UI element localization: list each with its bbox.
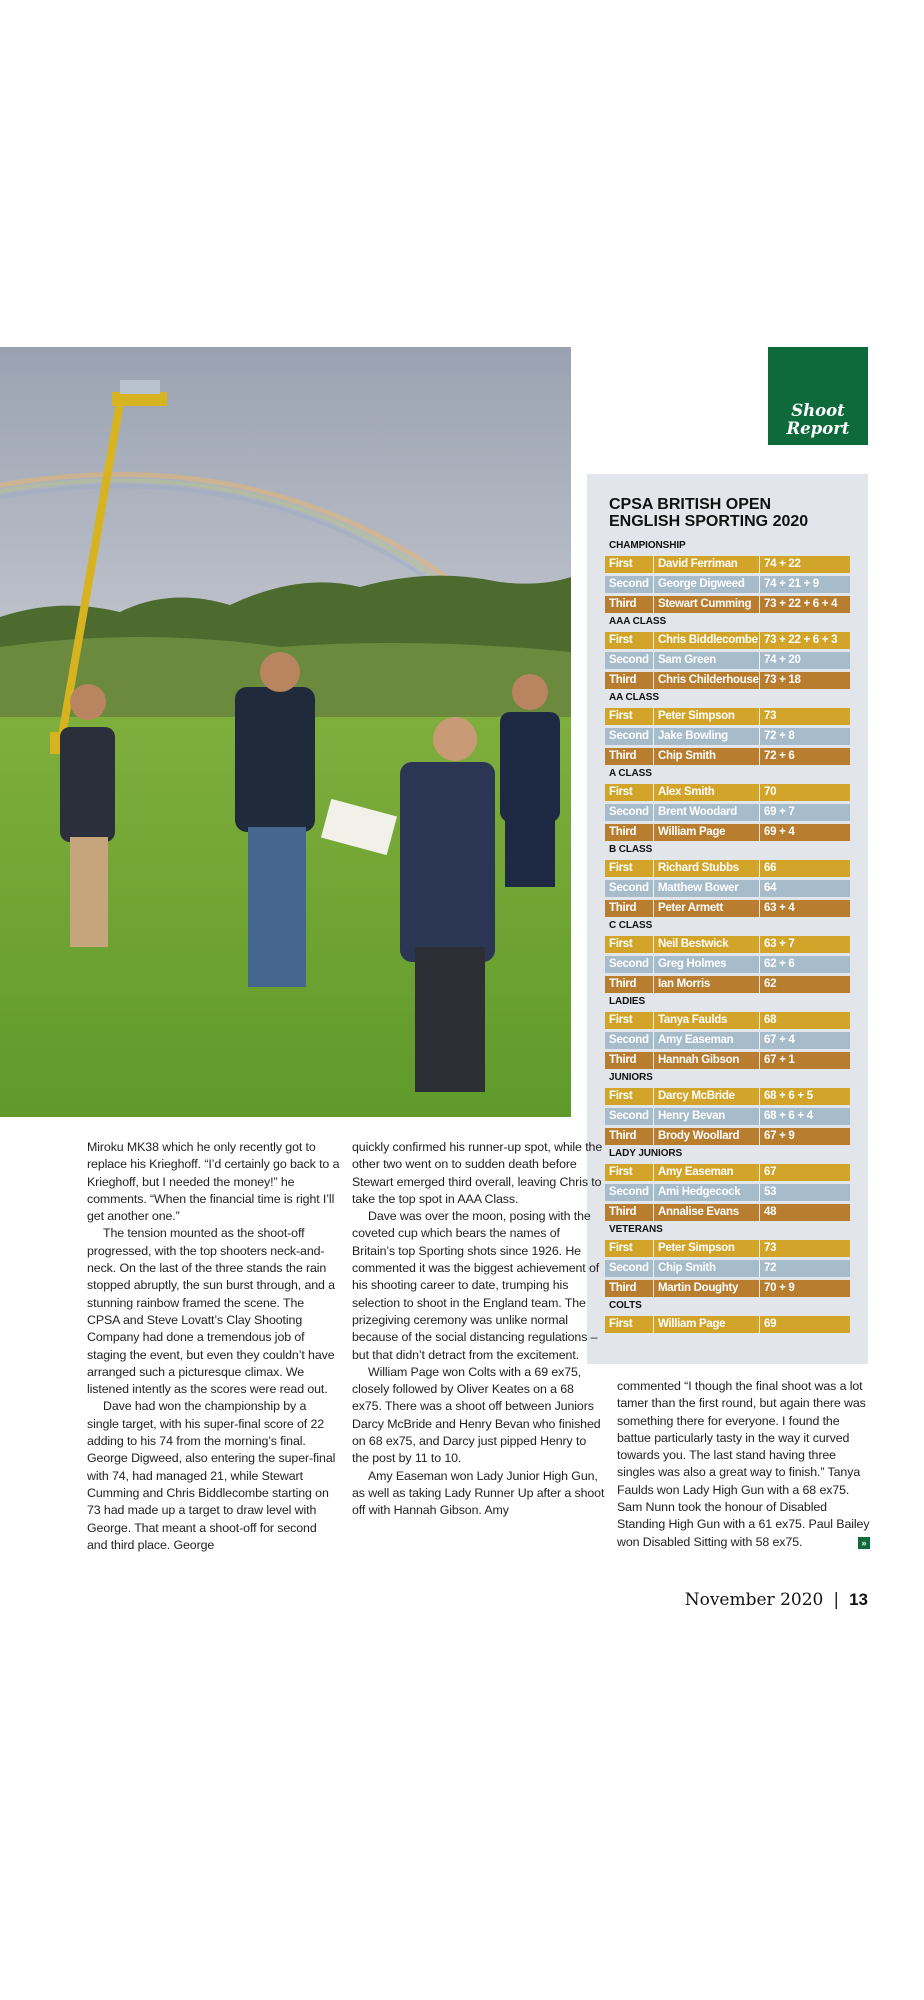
result-place: Third: [609, 674, 637, 686]
result-place: Third: [609, 826, 637, 838]
result-place: First: [609, 1318, 633, 1330]
result-row: [605, 1184, 850, 1201]
result-name: Alex Smith: [653, 784, 759, 801]
result-row: [605, 1088, 850, 1105]
result-row: [605, 956, 850, 973]
class-heading: AAA CLASS: [609, 616, 667, 627]
class-heading: COLTS: [609, 1300, 642, 1311]
result-name: Greg Holmes: [653, 956, 759, 973]
result-score: 63 + 7: [759, 936, 850, 953]
result-name: Darcy McBride: [653, 1088, 759, 1105]
result-place: Third: [609, 598, 637, 610]
result-place: Third: [609, 902, 637, 914]
result-score: 68: [759, 1012, 850, 1029]
result-name: Chris Childerhouse: [653, 672, 759, 689]
result-score: 53: [759, 1184, 850, 1201]
section-tag: [768, 347, 868, 445]
result-row: [605, 1052, 850, 1069]
result-name: George Digweed: [653, 576, 759, 593]
result-row: [605, 652, 850, 669]
result-place: Second: [609, 806, 649, 818]
result-score: 70 + 9: [759, 1280, 850, 1297]
class-heading: LADIES: [609, 996, 646, 1007]
result-name: Ian Morris: [653, 976, 759, 993]
paragraph: William Page won Colts with a 69 ex75, closely followed by Oliver Keates on a 68 ex75. There was a shoot off between Juniors Darcy McBride and Henry Bevan who finished on 68 ex75, and Darcy just pipped Henry to the post by 11 to 10.: [352, 1364, 601, 1466]
result-name: Henry Bevan: [653, 1108, 759, 1125]
result-place: Second: [609, 882, 649, 894]
class-heading: CHAMPIONSHIP: [609, 540, 686, 551]
paragraph: The tension mounted as the shoot-off progressed, with the top shooters neck-and-neck. On the last of the three stands the rain stopped abruptly, the sun burst through, and a stunning rainbow framed the scene. The CPSA and Steve Lovatt’s Clay Shooting Company had done a tremendous job of staging the event, but even they couldn’t have arranged such a picturesque climax. We listened intently as the scores were read out.: [87, 1226, 335, 1397]
result-row: [605, 804, 850, 821]
result-row: [605, 824, 850, 841]
result-name: Amy Easeman: [653, 1164, 759, 1181]
hero-photo: [0, 347, 571, 1117]
class-heading: B CLASS: [609, 844, 653, 855]
paragraph: Dave had won the championship by a single target, with his super-final score of 22 adding to his 74 from the morning’s final. George Digweed, also entering the super-final with 74, had managed 21, while Stewart Cumming and Chris Biddlecombe starting on 73 had made up a target to draw level with George. That meant a shoot-off for second and third place. George: [87, 1399, 336, 1552]
result-name: Sam Green: [653, 652, 759, 669]
result-name: William Page: [653, 824, 759, 841]
result-place: Third: [609, 1054, 637, 1066]
result-name: Martin Doughty: [653, 1280, 759, 1297]
result-name: Stewart Cumming: [653, 596, 759, 613]
result-row: [605, 1260, 850, 1277]
paragraph: Dave was over the moon, posing with the coveted cup which bears the names of Britain’s top Sporting shots since 1926. He commented it was the biggest achievement of his shooting career to date, trumping his selection to shoot in the England team. The prizegiving ceremony was unlike normal because of the social distancing regulations – but that didn’t detract from the excitement.: [352, 1209, 600, 1362]
result-row: [605, 784, 850, 801]
paragraph: Miroku MK38 which he only recently got to replace his Krieghoff. “I’d certainly go back to a Krieghoff, but I needed the money!” he comments. “When the financial time is right I’ll get another one.”: [87, 1140, 340, 1224]
result-place: First: [609, 1166, 633, 1178]
result-name: Jake Bowling: [653, 728, 759, 745]
result-place: Second: [609, 1262, 649, 1274]
result-name: Peter Armett: [653, 900, 759, 917]
result-row: [605, 672, 850, 689]
result-row: [605, 1108, 850, 1125]
result-name: Tanya Faulds: [653, 1012, 759, 1029]
result-row: [605, 1012, 850, 1029]
result-place: First: [609, 1090, 633, 1102]
result-row: [605, 976, 850, 993]
class-heading: LADY JUNIORS: [609, 1148, 683, 1159]
result-score: 48: [759, 1204, 850, 1221]
result-row: [605, 728, 850, 745]
result-score: 62: [759, 976, 850, 993]
results-title-line-2: ENGLISH SPORTING 2020: [609, 513, 809, 530]
result-score: 72: [759, 1260, 850, 1277]
result-name: Amy Easeman: [653, 1032, 759, 1049]
result-score: 68 + 6 + 5: [759, 1088, 850, 1105]
article-column-3: [617, 1378, 870, 1551]
result-name: Peter Simpson: [653, 708, 759, 725]
result-score: 64: [759, 880, 850, 897]
result-row: [605, 900, 850, 917]
result-score: 69: [759, 1316, 850, 1333]
page-footer: [685, 1590, 868, 1610]
result-row: [605, 880, 850, 897]
article-column-1: [87, 1139, 340, 1554]
class-heading: JUNIORS: [609, 1072, 653, 1083]
article-column-2: [352, 1139, 605, 1520]
paragraph: Amy Easeman won Lady Junior High Gun, as well as taking Lady Runner Up after a shoot off with Hannah Gibson. Amy: [352, 1468, 605, 1518]
paragraph: quickly confirmed his runner-up spot, while the other two went on to sudden death before Stewart emerged third overall, leaving Chris to take the top spot in AAA Class.: [352, 1140, 603, 1206]
result-place: First: [609, 786, 633, 798]
result-place: Second: [609, 578, 649, 590]
result-place: Second: [609, 730, 649, 742]
section-tag-line-1: Shoot: [791, 401, 845, 420]
result-place: Second: [609, 654, 649, 666]
footer-separator: |: [833, 1590, 840, 1610]
results-title-line-1: CPSA BRITISH OPEN: [609, 496, 772, 513]
result-row: [605, 936, 850, 953]
result-place: First: [609, 938, 633, 950]
page-number: 13: [849, 1590, 868, 1609]
class-heading: AA CLASS: [609, 692, 659, 703]
result-score: 74 + 20: [759, 652, 850, 669]
result-score: 67: [759, 1164, 850, 1181]
result-place: First: [609, 862, 633, 874]
result-row: [605, 1032, 850, 1049]
result-row: [605, 748, 850, 765]
result-row: [605, 860, 850, 877]
result-place: First: [609, 1014, 633, 1026]
result-name: Brent Woodard: [653, 804, 759, 821]
result-place: Second: [609, 1110, 649, 1122]
result-name: Chris Biddlecombe: [653, 632, 759, 649]
result-place: Third: [609, 1206, 637, 1218]
result-name: Ami Hedgecock: [653, 1184, 759, 1201]
result-score: 73: [759, 708, 850, 725]
result-score: 73 + 18: [759, 672, 850, 689]
section-tag-line-2: Report: [786, 419, 850, 438]
result-score: 73 + 22 + 6 + 4: [759, 596, 850, 613]
result-score: 67 + 4: [759, 1032, 850, 1049]
result-place: First: [609, 710, 633, 722]
class-heading: C CLASS: [609, 920, 653, 931]
result-score: 70: [759, 784, 850, 801]
result-score: 63 + 4: [759, 900, 850, 917]
result-row: [605, 556, 850, 573]
result-place: Second: [609, 958, 649, 970]
result-place: Second: [609, 1186, 649, 1198]
result-row: [605, 1316, 850, 1333]
result-row: [605, 596, 850, 613]
result-row: [605, 1204, 850, 1221]
class-heading: VETERANS: [609, 1224, 663, 1235]
result-row: [605, 1280, 850, 1297]
result-score: 68 + 6 + 4: [759, 1108, 850, 1125]
result-row: [605, 1128, 850, 1145]
result-name: Annalise Evans: [653, 1204, 759, 1221]
result-name: Peter Simpson: [653, 1240, 759, 1257]
results-title: [609, 496, 859, 530]
result-name: Chip Smith: [653, 1260, 759, 1277]
result-name: William Page: [653, 1316, 759, 1333]
result-score: 72 + 8: [759, 728, 850, 745]
result-place: First: [609, 558, 633, 570]
result-score: 62 + 6: [759, 956, 850, 973]
result-score: 66: [759, 860, 850, 877]
paragraph-text: commented “I though the final shoot was a lot tamer than the first round, but again there was something there for everyone. I found the battue particularly tasty in the way it curved towards you. The last stand having three singles was also a great way to finish.” Tanya Faulds won Lady High Gun with a 68 ex75. Sam Nunn took the honour of Disabled Standing High Gun with a 61 ex75. Paul Bailey won Disabled Sitting with 58 ex75.: [617, 1379, 870, 1549]
result-name: Matthew Bower: [653, 880, 759, 897]
result-row: [605, 1240, 850, 1257]
result-place: Second: [609, 1034, 649, 1046]
class-heading: A CLASS: [609, 768, 652, 779]
result-name: David Ferriman: [653, 556, 759, 573]
result-score: 67 + 9: [759, 1128, 850, 1145]
result-place: Third: [609, 750, 637, 762]
result-name: Neil Bestwick: [653, 936, 759, 953]
result-score: 72 + 6: [759, 748, 850, 765]
results-panel: [587, 474, 868, 1364]
result-row: [605, 708, 850, 725]
end-mark-icon: »: [858, 1537, 870, 1549]
result-score: 74 + 21 + 9: [759, 576, 850, 593]
result-score: 67 + 1: [759, 1052, 850, 1069]
result-row: [605, 576, 850, 593]
result-score: 74 + 22: [759, 556, 850, 573]
paragraph: [617, 1378, 870, 1551]
issue-date: November 2020: [684, 1590, 824, 1610]
result-name: Richard Stubbs: [653, 860, 759, 877]
result-row: [605, 632, 850, 649]
result-score: 69 + 4: [759, 824, 850, 841]
result-place: Third: [609, 1130, 637, 1142]
result-score: 69 + 7: [759, 804, 850, 821]
result-place: First: [609, 1242, 633, 1254]
result-score: 73 + 22 + 6 + 3: [759, 632, 850, 649]
result-place: Third: [609, 978, 637, 990]
result-score: 73: [759, 1240, 850, 1257]
result-name: Chip Smith: [653, 748, 759, 765]
result-place: Third: [609, 1282, 637, 1294]
result-place: First: [609, 634, 633, 646]
result-name: Brody Woollard: [653, 1128, 759, 1145]
result-row: [605, 1164, 850, 1181]
result-name: Hannah Gibson: [653, 1052, 759, 1069]
